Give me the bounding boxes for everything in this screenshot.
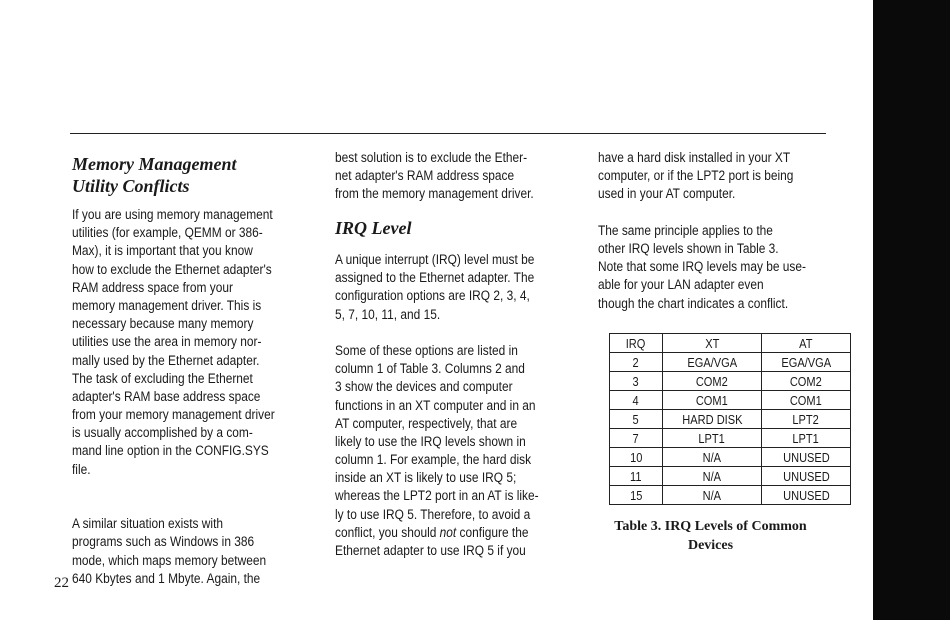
column-header	[663, 334, 762, 353]
table-caption	[598, 517, 823, 555]
table-row	[610, 486, 851, 505]
cell-text: 5	[632, 411, 640, 427]
cell-text: EGA/VGA	[687, 354, 737, 370]
table-cell	[762, 372, 851, 391]
cell-text: 4	[632, 392, 640, 408]
table-cell	[610, 486, 663, 505]
text-line: from the memory management driver.	[335, 186, 534, 203]
table-row	[610, 429, 851, 448]
text-line: though the chart indicates a conflict.	[598, 295, 789, 312]
table-cell	[762, 353, 851, 372]
page-number: 22	[54, 575, 69, 591]
text-line: how to exclude the Ethernet adapter's	[72, 261, 272, 278]
header-text: XT	[704, 335, 720, 351]
table-cell	[762, 467, 851, 486]
text-line: 5, 7, 10, 11, and 15.	[335, 306, 441, 323]
text-line: likely to use the IRQ levels shown in	[335, 433, 526, 450]
text-line: ly to use IRQ 5. Therefore, to avoid a	[335, 506, 531, 523]
column-2-text-top	[335, 149, 534, 204]
table-row	[610, 448, 851, 467]
text-line: A unique interrupt (IRQ) level must be	[335, 252, 535, 268]
text-line: configuration options are IRQ 2, 3, 4,	[335, 288, 530, 305]
text-line: The task of excluding the Ethernet	[72, 370, 253, 387]
irq-table	[609, 333, 851, 505]
cell-text: N/A	[702, 449, 722, 465]
caption-line: Table 3. IRQ Levels of Common	[614, 519, 807, 534]
text-line: 3 show the devices and computer	[335, 379, 513, 396]
text-line: necessary because many memory	[72, 316, 254, 333]
table-row	[610, 353, 851, 372]
text-line: AT computer, respectively, that are	[335, 415, 518, 432]
table-cell	[663, 410, 762, 429]
column-header	[762, 334, 851, 353]
table-cell	[663, 467, 762, 486]
section-heading-memory-management	[72, 153, 237, 197]
text-line: The same principle applies to the	[598, 222, 773, 239]
text-line: 640 Kbytes and 1 Mbyte. Again, the	[72, 570, 261, 587]
text-line: memory management driver. This is	[72, 297, 262, 314]
cell-text: N/A	[702, 487, 722, 503]
text-line: from your memory management driver	[72, 407, 275, 424]
table-cell	[663, 429, 762, 448]
text-line: RAM address space from your	[72, 279, 233, 296]
table-row	[610, 467, 851, 486]
cell-text: 7	[632, 430, 640, 446]
table-cell	[762, 448, 851, 467]
text-line: mand line option in the CONFIG.SYS	[72, 443, 269, 460]
table-cell	[663, 448, 762, 467]
table-cell	[610, 372, 663, 391]
text-line: functions in an XT computer and in an	[335, 397, 536, 414]
text-line: is usually accomplished by a com-	[72, 425, 253, 442]
header-text: IRQ	[626, 335, 646, 351]
cell-text: LPT1	[698, 430, 726, 446]
text-line: Max), it is important that you know	[72, 243, 253, 260]
table-cell	[762, 391, 851, 410]
table-cell	[663, 391, 762, 410]
table-cell	[663, 353, 762, 372]
cell-text: UNUSED	[782, 449, 830, 465]
text-line: best solution is to exclude the Ether-	[335, 150, 528, 166]
cell-text: 11	[630, 468, 642, 484]
text-line: Note that some IRQ levels may be use-	[598, 259, 806, 276]
cell-text: HARD DISK	[681, 411, 743, 427]
column-1-text	[72, 206, 275, 588]
text-line: inside an XT is likely to use IRQ 5;	[335, 470, 517, 487]
table-cell	[610, 391, 663, 410]
cell-text: UNUSED	[782, 487, 830, 503]
cell-text: UNUSED	[782, 468, 830, 484]
table-cell	[610, 448, 663, 467]
table-row	[610, 372, 851, 391]
section-heading-irq-level: IRQ Level	[335, 218, 412, 238]
cell-text: COM1	[790, 392, 822, 408]
text-line: have a hard disk installed in your XT	[598, 150, 791, 166]
scan-edge-shadow	[873, 0, 950, 620]
header-text: AT	[799, 335, 813, 351]
cell-text: LPT1	[792, 430, 820, 446]
column-header	[610, 334, 663, 353]
column-3-text	[598, 149, 806, 313]
table-cell	[610, 410, 663, 429]
text-line: whereas the LPT2 port in an AT is like-	[335, 488, 539, 505]
text-line: If you are using memory management	[72, 207, 273, 223]
table-cell	[762, 429, 851, 448]
cell-text: EGA/VGA	[781, 354, 831, 370]
cell-text: COM2	[790, 373, 822, 389]
table-cell	[762, 410, 851, 429]
column-2-text	[335, 251, 539, 560]
text-line: utilities (for example, QEMM or 386-	[72, 225, 263, 242]
text-line: able for your LAN adapter even	[598, 277, 764, 294]
text-line: Some of these options are listed in	[335, 342, 518, 359]
table-cell	[610, 429, 663, 448]
caption-line: Devices	[687, 538, 734, 553]
text-line: conflict, you should	[335, 524, 440, 541]
text-line: mally used by the Ethernet adapter.	[72, 352, 260, 369]
text-line: column 1. For example, the hard disk	[335, 452, 532, 469]
text-line: adapter's RAM base address space	[72, 388, 261, 405]
text-line: utilities use the area in memory nor-	[72, 334, 262, 351]
cell-text: 10	[629, 449, 643, 465]
text-line: assigned to the Ethernet adapter. The	[335, 270, 535, 287]
heading-line: Memory Management	[72, 154, 237, 174]
text-line: A similar situation exists with	[72, 516, 224, 533]
header-rule	[70, 133, 826, 134]
text-line: configure the	[456, 524, 529, 541]
cell-text: LPT2	[792, 411, 820, 427]
emphasis: not	[439, 524, 457, 541]
cell-text: COM1	[696, 392, 728, 408]
table-cell	[663, 486, 762, 505]
table-row	[610, 391, 851, 410]
heading-line: Utility Conflicts	[72, 176, 190, 196]
text-line: file.	[72, 461, 91, 478]
cell-text: 2	[632, 354, 640, 370]
text-line: computer, or if the LPT2 port is being	[598, 168, 794, 185]
table-row	[610, 410, 851, 429]
cell-text: 15	[629, 487, 643, 503]
text-line: net adapter's RAM address space	[335, 168, 515, 185]
text-line: other IRQ levels shown in Table 3.	[598, 240, 779, 257]
table-cell	[610, 353, 663, 372]
cell-text: 3	[632, 373, 640, 389]
text-line: mode, which maps memory between	[72, 552, 267, 569]
table-cell	[762, 486, 851, 505]
text-line: Ethernet adapter to use IRQ 5 if you	[335, 543, 526, 559]
cell-text: COM2	[696, 373, 728, 389]
cell-text: N/A	[702, 468, 722, 484]
text-line: used in your AT computer.	[598, 186, 736, 203]
text-line: column 1 of Table 3. Columns 2 and	[335, 361, 525, 378]
table-cell	[663, 372, 762, 391]
table-cell	[610, 467, 663, 486]
text-line: programs such as Windows in 386	[72, 534, 255, 551]
